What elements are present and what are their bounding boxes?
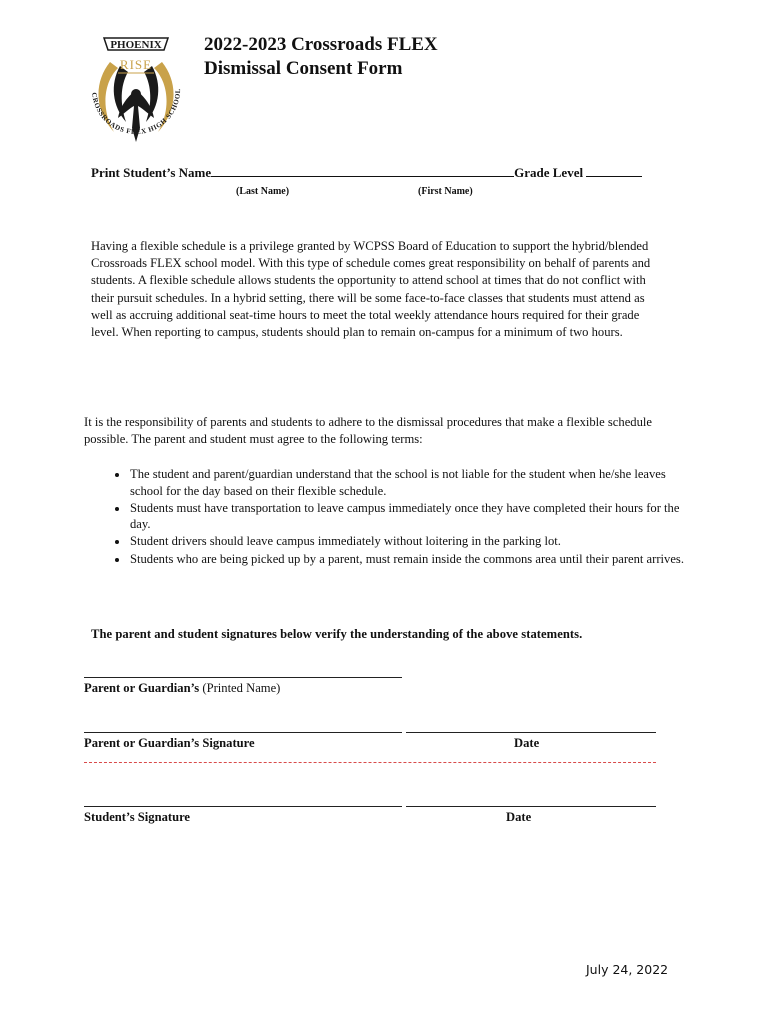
- term-item: • Students who are being picked up by a parent, must remain inside the commons area until their parent arrives.: [129, 550, 689, 568]
- red-dashed-divider: [84, 762, 656, 763]
- guardian-printed-name-label: [84, 681, 280, 696]
- verify-statement: The parent and student signatures below verify the understanding of the above statements.: [91, 627, 583, 641]
- first-name-hint: (First Name): [418, 186, 473, 197]
- guardian-printed-bold: Parent or Guardian’s: [84, 681, 200, 695]
- intro-paragraph: Having a flexible schedule is a privilege granted by WCPSS Board of Education to support the hybrid/blended Crossroads FLEX school model. With this type of schedule comes great responsibility on behalf of parents and students. A flexible schedule allows students the opportunity to attend school at times that do not conflict with their pursuit schedules. In a hybrid setting, there will be some face-to-face classes that students must attend as well as accruing additional seat-time hours to meet the total weekly attendance hours required for their grade level. When reporting to campus, students should plan to remain on-campus for a minimum of two hours.: [91, 239, 651, 340]
- grade-level-label: Grade Level: [514, 165, 584, 180]
- student-name-row: [91, 165, 642, 181]
- guardian-signature-line[interactable]: [84, 732, 402, 733]
- term-item: • Students must have transportation to leave campus immediately once they have completed their hours for the day.: [129, 500, 689, 534]
- title-line-2: Dismissal Consent Form: [204, 58, 403, 79]
- last-name-hint: (Last Name): [236, 186, 290, 197]
- guardian-signature-label: Parent or Guardian’s Signature: [84, 736, 255, 750]
- guardian-date-label: Date: [514, 736, 540, 750]
- grade-level-field[interactable]: [586, 165, 642, 177]
- guardian-date-line[interactable]: [406, 732, 656, 733]
- school-logo: [80, 32, 192, 150]
- student-date-label: Date: [506, 810, 532, 824]
- terms-list: [106, 466, 689, 568]
- student-signature-line[interactable]: [84, 806, 402, 807]
- term-item: • The student and parent/guardian understand that the school is not liable for the student when he/she leaves school for the day based on their flexible schedule.: [129, 466, 689, 500]
- title-line-1: 2022-2023 Crossroads FLEX: [204, 34, 438, 55]
- term-item: • Student drivers should leave campus immediately without loitering in the parking lot.: [129, 533, 689, 550]
- footer-date: July 24, 2022: [586, 962, 669, 977]
- guardian-printed-normal: (Printed Name): [202, 681, 281, 695]
- student-signature-label: Student’s Signature: [84, 810, 191, 824]
- logo-top-text: PHOENIX: [110, 39, 162, 51]
- guardian-printed-name-line[interactable]: [84, 677, 402, 678]
- student-name-label: Print Student’s Name: [91, 165, 212, 180]
- student-date-line[interactable]: [406, 806, 656, 807]
- logo-ring-text: CROSSROADS FLEX HIGH SCHOOL: [90, 88, 183, 137]
- responsibility-paragraph: It is the responsibility of parents and students to adhere to the dismissal procedures that make a flexible schedule possible. The parent and student must agree to the following terms:: [84, 415, 652, 447]
- form-title: [204, 33, 438, 81]
- phoenix-emblem-icon: [80, 32, 192, 150]
- student-name-field[interactable]: [211, 165, 514, 177]
- logo-middle-text: RISE: [119, 57, 153, 72]
